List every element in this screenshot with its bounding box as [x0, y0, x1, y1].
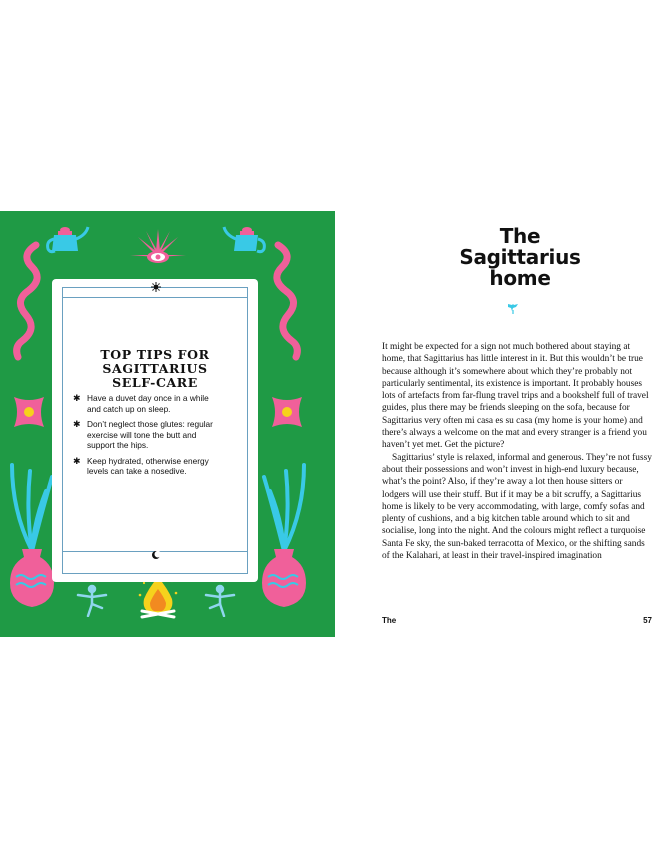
- tips-card: [52, 279, 258, 582]
- card-frame: [62, 287, 248, 574]
- list-item: [73, 456, 223, 477]
- tips-list: [73, 393, 223, 482]
- dancer-icon: [202, 583, 238, 617]
- asterisk-bullet-icon: ✱: [73, 455, 81, 466]
- wave-squiggle-icon: [268, 241, 304, 361]
- paragraph: Sagittarius’ style is relaxed, informal and generous. They’re not fussy about their possessions and won’t invest in high-end luxury because, what’s the point? Also, if they’re away a lot then house sitters or lodgers will use their stuff. But if it may be a bit scruffy, a Sagittarius home is likely to be very accommodating, with large, comfy sofas and plenty of cushions, and a big kitchen table around which to sit and socialise, long into the night. And the colours might reflect a turquoise Santa Fe sky, the sun-baked terracotta of Mexico, or the shifting sands of the Kalahari, at least in their travel-inspired imagination: [382, 452, 652, 562]
- teapot-icon: [222, 221, 270, 257]
- sun-eye-icon: [128, 227, 188, 269]
- paragraph: It might be expected for a sign not much bothered about staying at home, that Sagittarius has little interest in it. But this wouldn’t be true because although it’s somewhere about which they’re probably not particularly sentimental, its existence is important. It probably houses lots of artefacts from far-flung travel trips and a bookshelf full of travel guides, plus there may be friends sleeping on the sofa, because for Sagittarius very often mi casa es su casa (my home is your home) and there’s always a welcome on the mat and every stranger is a friend you haven’t yet met. Get the picture?: [382, 342, 649, 451]
- title-line: Sagittarius: [459, 245, 581, 269]
- tips-heading-line: TOP TIPS FOR: [100, 347, 210, 362]
- asterisk-bullet-icon: ✱: [73, 393, 81, 403]
- tips-heading-line: SELF-CARE: [112, 375, 198, 390]
- vase-plant-icon: [6, 461, 58, 611]
- title-line: home: [489, 266, 551, 290]
- running-footer: The: [382, 616, 397, 625]
- wave-squiggle-icon: [10, 241, 46, 361]
- cushion-icon: [270, 395, 304, 429]
- sun-symbol-icon: [151, 282, 161, 292]
- frame-line: [63, 297, 247, 298]
- list-item: [73, 393, 223, 414]
- page-number: 57: [643, 616, 652, 625]
- cushion-icon: [12, 395, 46, 429]
- tips-heading: [63, 348, 247, 390]
- vase-plant-icon: [258, 461, 310, 611]
- sagittarius-glyph-icon: [507, 303, 519, 315]
- page-title: [440, 226, 600, 289]
- title-line: The: [499, 224, 541, 248]
- tip-text: Don’t neglect those glutes: regular exercise will tone the butt and support the hips.: [87, 419, 213, 450]
- teapot-icon: [42, 221, 90, 257]
- tip-text: Have a duvet day once in a while and catch up on sleep.: [87, 393, 209, 414]
- body-text: [382, 341, 652, 562]
- asterisk-bullet-icon: ✱: [73, 419, 81, 429]
- moon-symbol-icon: [151, 550, 161, 560]
- illustration-panel: [0, 211, 335, 637]
- list-item: [73, 419, 223, 451]
- tips-heading-line: SAGITTARIUS: [102, 361, 208, 376]
- tip-text: Keep hydrated, otherwise energy levels can take a nosedive.: [87, 455, 209, 476]
- dancer-icon: [74, 583, 110, 617]
